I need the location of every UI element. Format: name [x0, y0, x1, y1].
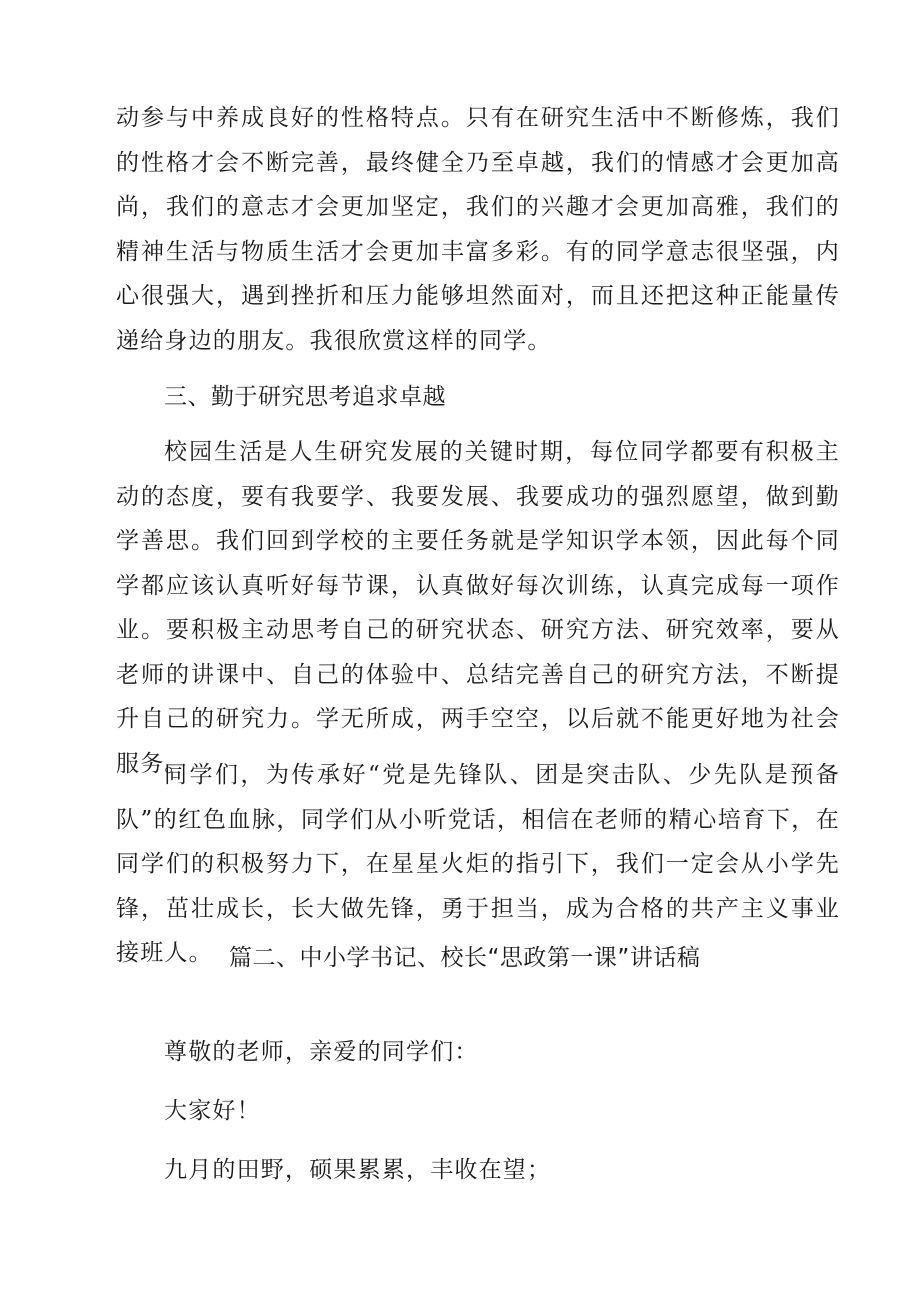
- paragraph-campus-life: 校园生活是人生研究发展的关键时期，每位同学都要有积极主动的态度，要有我要学、我要发展、我要成功的强烈愿望，做到勤学善思。我们回到学校的主要任务就是学知识学本领，因此每个同学都应该认真听好每节课，认真做好每次训练，认真完成每一项作业。要积极主动思考自己的研究状态、研究方法、研究效率，要从老师的讲课中、自己的体验中、总结完善自己的研究方法，不断提升自己的研究力。学无所成，两手空空，以后就不能更好地为社会服务。: [116, 439, 840, 777]
- paragraph-red-bloodline: 同学们，为传承好“党是先锋队、团是突击队、少先队是预备队”的红色血脉，同学们从小听党话，相信在老师的精心培育下，在同学们的积极努力下，在星星火炬的指引下，我们一定会从小学先锋，茁壮成长，长大做先锋，勇于担当，成为合格的共产主义事业接班人。: [116, 762, 840, 966]
- greeting-line: 尊敬的老师，亲爱的同学们：: [164, 1039, 479, 1065]
- hello-line: 大家好！: [164, 1098, 261, 1124]
- paragraph-character-development: 动参与中养成良好的性格特点。只有在研究生活中不断修炼，我们的性格才会不断完善，最终健全乃至卓越，我们的情感才会更加高尚，我们的意志才会更加坚定，我们的兴趣才会更加高雅，我们的精神生活与物质生活才会更加丰富多彩。有的同学意志很坚强，内心很强大，遇到挫折和压力能够坦然面对，而且还把这种正能量传递给身边的朋友。我很欣赏这样的同学。: [116, 105, 840, 354]
- part-two-title: 篇二、中小学书记、校长“思政第一课”讲话稿: [229, 945, 701, 971]
- september-line: 九月的田野，硕果累累，丰收在望；: [164, 1157, 552, 1183]
- section-heading-three: 三、勤于研究思考追求卓越: [164, 384, 446, 410]
